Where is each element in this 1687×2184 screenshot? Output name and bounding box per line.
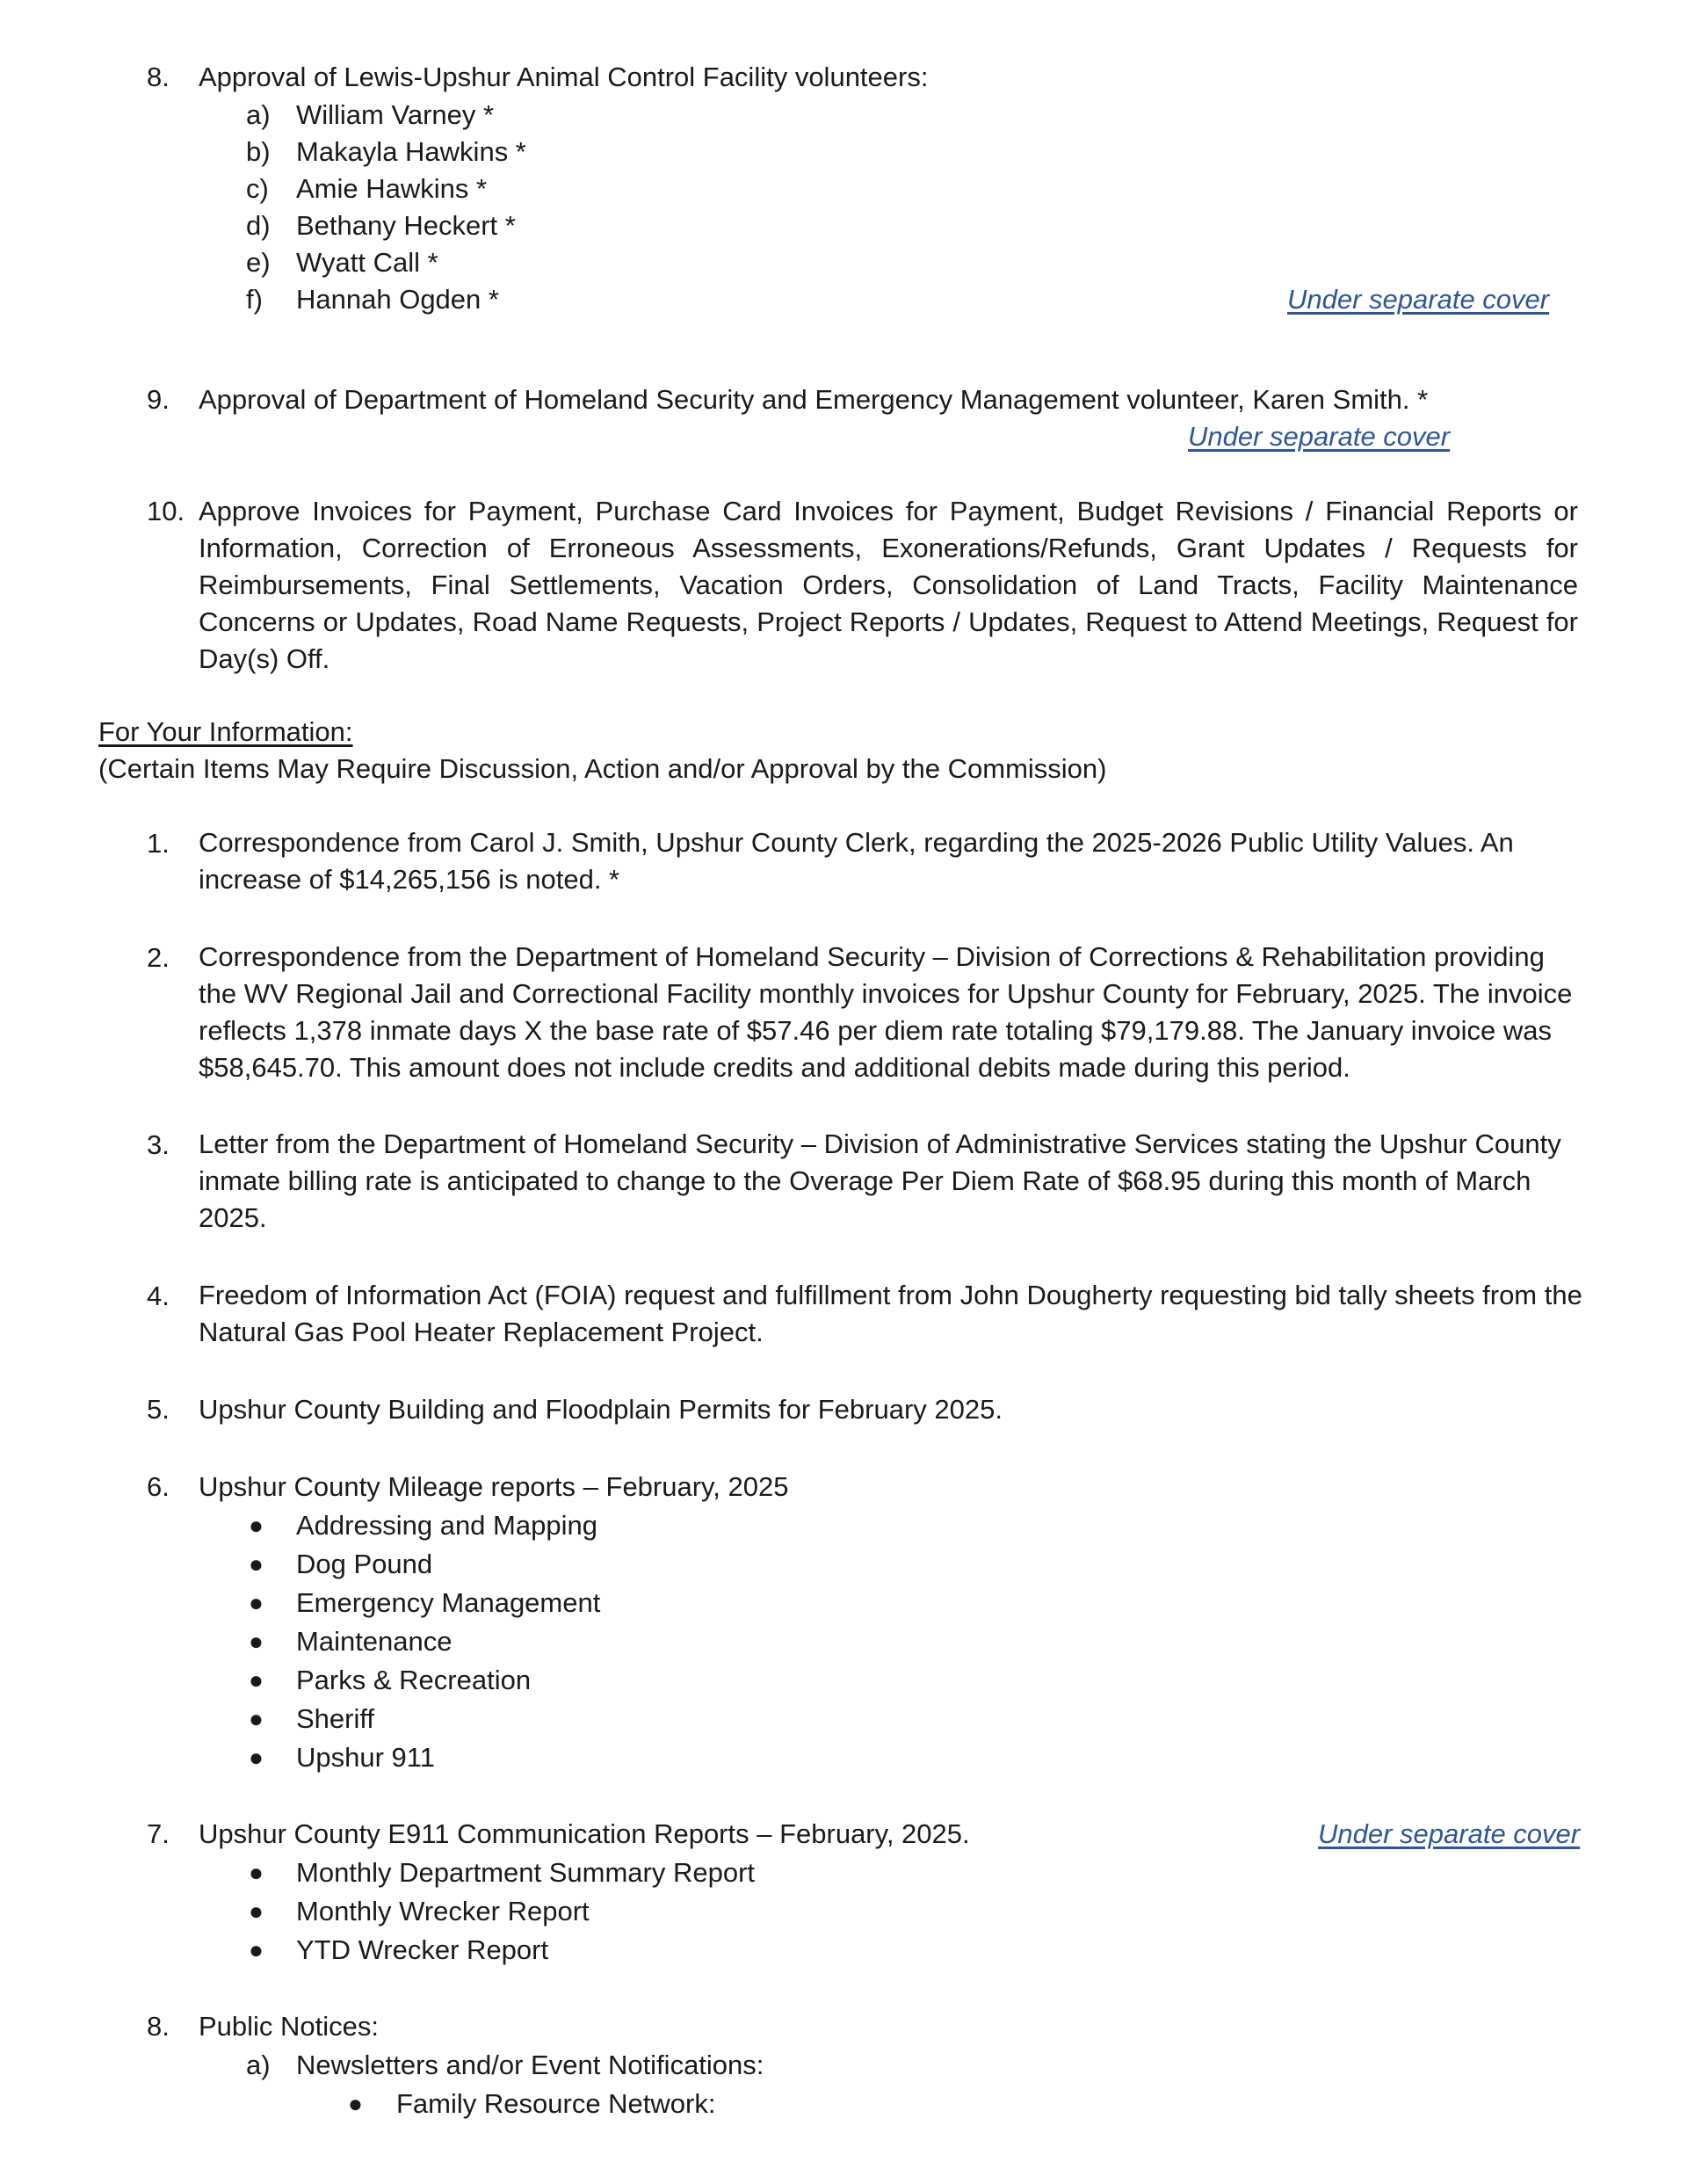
subitem-text: Newsletters and/or Event Notifications: — [296, 2050, 764, 2080]
item-number: 8. — [147, 62, 170, 92]
subitem-label: a) — [246, 2050, 271, 2080]
subitem-text: Bethany Heckert * — [296, 210, 516, 241]
under-separate-cover-link[interactable]: Under separate cover — [1188, 421, 1451, 452]
item-text: Public Notices: — [199, 2011, 380, 2042]
fyi-subheading: (Certain Items May Require Discussion, Action and/or Approval by the Commission) — [98, 753, 1107, 784]
item-text: Approval of Lewis-Upshur Animal Control Facility volunteers: — [199, 62, 929, 92]
subitem-label: c) — [246, 173, 269, 204]
item-number: 3. — [147, 1129, 170, 1160]
item-number: 1. — [147, 828, 170, 859]
bullet-icon: ● — [249, 1628, 264, 1655]
subitem-text: Wyatt Call * — [296, 247, 438, 278]
item-number: 7. — [147, 1818, 170, 1849]
item-number: 10. — [147, 496, 185, 526]
bullet-icon: ● — [249, 1859, 264, 1886]
bullet-icon: ● — [249, 1744, 264, 1771]
bullet-text: Sheriff — [296, 1703, 375, 1734]
subitem-label: a) — [246, 99, 271, 130]
bullet-text: Upshur 911 — [296, 1742, 435, 1773]
item-number: 2. — [147, 942, 170, 973]
fyi-item-4-text: Freedom of Information Act (FOIA) request and fulfillment from John Dougherty requesting bid tally sheets from the Natural Gas Pool Heater Replacement Project. — [199, 1280, 1582, 1347]
under-separate-cover-link[interactable]: Under separate cover — [1287, 284, 1550, 315]
fyi-item-2-text: Correspondence from the Department of Homeland Security – Division of Corrections & Rehabilitation providing the WV Regional Jail and Correctional Facility monthly invoices for Upshur County for February, 2025. The invoice reflects 1,378 inmate days X the base rate of $57.46 per diem rate totaling $79,179.88. The January invoice was $58,645.70. This amount does not include credits and additional debits made during this period. — [199, 941, 1573, 1083]
under-separate-cover-link[interactable]: Under separate cover — [1318, 1818, 1581, 1849]
bullet-text: Monthly Department Summary Report — [296, 1857, 756, 1888]
bullet-text: Addressing and Mapping — [296, 1510, 597, 1541]
subitem-text: Hannah Ogden * — [296, 284, 499, 315]
fyi-item-1-text: Correspondence from Carol J. Smith, Upshur County Clerk, regarding the 2025-2026 Public Utility Values. An increase of $14,265,156 is noted. * — [199, 827, 1514, 895]
subitem-label: f) — [246, 284, 263, 315]
subitem-label: d) — [246, 210, 271, 241]
bullet-icon: ● — [249, 1512, 264, 1539]
bullet-text: Parks & Recreation — [296, 1665, 532, 1695]
bullet-text: Maintenance — [296, 1626, 453, 1657]
fyi-item-3-text: Letter from the Department of Homeland Security – Division of Administrative Services stating the Upshur County inmate billing rate is anticipated to change to the Overage Per Diem Rate of $68.95 during this month of March 2025. — [199, 1128, 1561, 1233]
item-number: 9. — [147, 384, 170, 415]
item-text: Upshur County Mileage reports – February, 2025 — [199, 1471, 789, 1502]
item-number: 5. — [147, 1394, 170, 1425]
bullet-icon: ● — [249, 1550, 264, 1578]
bullet-icon: ● — [249, 1936, 264, 1963]
bullet-icon: ● — [249, 1705, 264, 1732]
item-text: Upshur County E911 Communication Reports – February, 2025. — [199, 1818, 970, 1849]
item-text: Approval of Department of Homeland Security and Emergency Management volunteer, Karen Smith. * — [199, 384, 1429, 415]
bullet-text: Emergency Management — [296, 1587, 601, 1618]
item-text: Upshur County Building and Floodplain Permits for February 2025. — [199, 1394, 1003, 1425]
subitem-label: e) — [246, 247, 271, 278]
subitem-text: William Varney * — [296, 99, 495, 130]
subitem-text: Amie Hawkins * — [296, 173, 488, 204]
item-number: 8. — [147, 2011, 170, 2042]
bullet-text: Monthly Wrecker Report — [296, 1896, 590, 1926]
fyi-heading: For Your Information: — [98, 716, 353, 747]
bullet-icon: ● — [249, 1589, 264, 1616]
subitem-text: Makayla Hawkins * — [296, 136, 526, 167]
bullet-text: Dog Pound — [296, 1549, 433, 1579]
bullet-icon: ● — [348, 2090, 363, 2117]
item-number: 4. — [147, 1281, 170, 1311]
bullet-icon: ● — [249, 1897, 264, 1925]
bullet-icon: ● — [249, 1666, 264, 1694]
subitem-label: b) — [246, 136, 271, 167]
bullet-text: Family Resource Network: — [396, 2088, 716, 2119]
bullet-text: YTD Wrecker Report — [296, 1934, 549, 1965]
item-number: 6. — [147, 1471, 170, 1502]
agenda-item-10-text: Approve Invoices for Payment, Purchase Card Invoices for Payment, Budget Revisions / Financial Reports or Information, Correction of Erroneous Assessments, Exonerations/Refunds, Grant Updates / Requests for Reimbursements, Final Settlements, Vacation Orders, Consolidation of Land Tracts, Facility Maintenance Concerns or Updates, Road Name Requests, Project Reports / Updates, Request to Attend Meetings, Request for Day(s) Off. — [199, 496, 1578, 674]
